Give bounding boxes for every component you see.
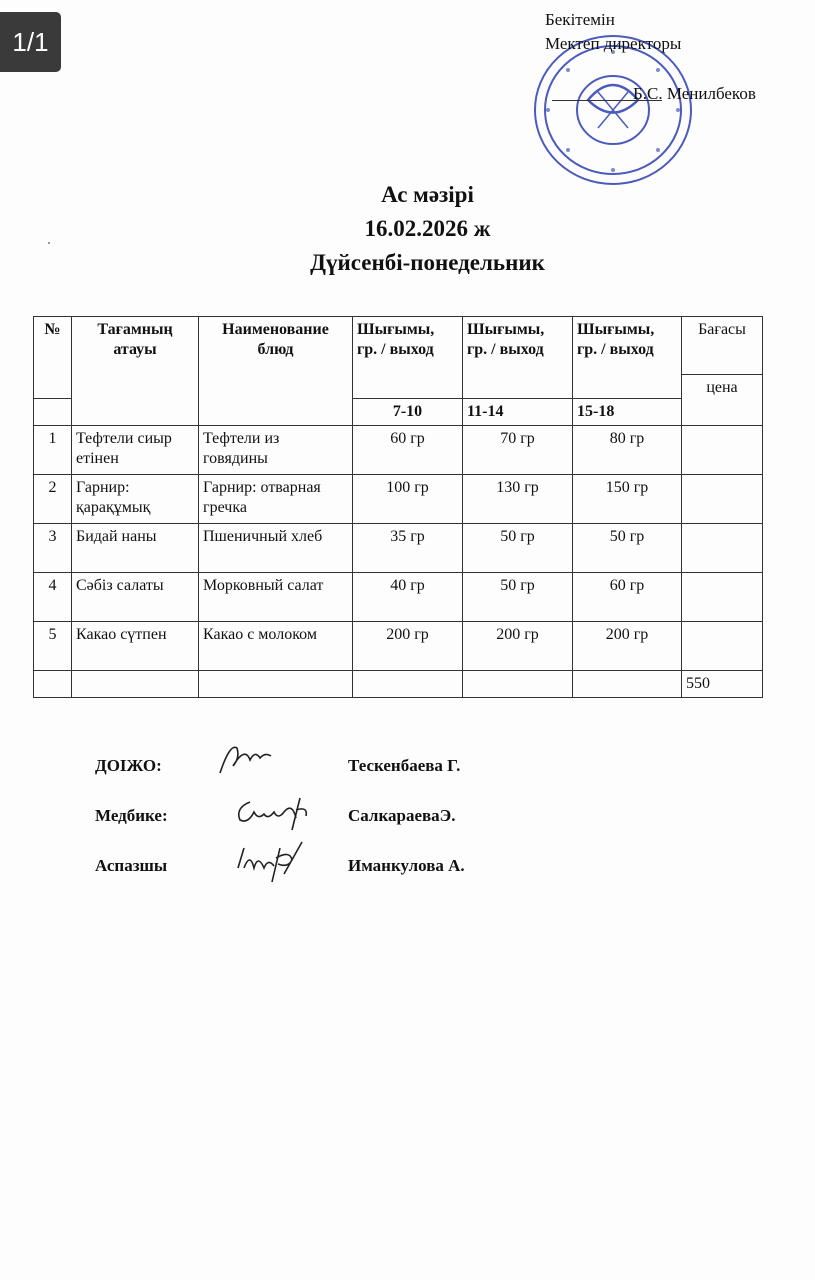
header-age-7-10: 7-10 [353, 399, 463, 426]
dish-name-kz: Бидай наны [72, 524, 199, 573]
yield-11-14: 50 гр [463, 573, 573, 622]
row-number: 3 [34, 524, 72, 573]
table-row [34, 426, 763, 475]
yield-15-18: 150 гр [573, 475, 682, 524]
dish-name-kz: Гарнир: қарақұмық [72, 475, 199, 524]
director-signature-line [552, 100, 662, 101]
table-row [34, 524, 763, 573]
yield-7-10: 200 гр [353, 622, 463, 671]
approval-block [545, 8, 756, 103]
page-counter: 1/1 [0, 12, 61, 72]
price-cell [682, 475, 763, 524]
signature-scribble-3 [232, 838, 312, 886]
row-number: 1 [34, 426, 72, 475]
menu-table [33, 316, 763, 698]
dish-name-ru: Какао с молоком [199, 622, 353, 671]
header-blank [34, 399, 72, 426]
price-cell [682, 426, 763, 475]
yield-11-14: 200 гр [463, 622, 573, 671]
title-line-menu: Ас мәзірі [381, 182, 474, 207]
yield-15-18: 50 гр [573, 524, 682, 573]
header-price-kz: Бағасы [682, 317, 763, 375]
dish-name-ru: Гарнир: отварная гречка [199, 475, 353, 524]
header-number: № [34, 317, 72, 399]
signature-scribble-2 [230, 790, 320, 832]
header-name-ru: Наименование блюд [199, 317, 353, 426]
signature-name-2: СалкараеваЭ. [348, 806, 456, 825]
header-yield-7-10: Шығымы, гр. / выход [353, 317, 463, 399]
yield-7-10: 35 гр [353, 524, 463, 573]
header-yield-15-18: Шығымы, гр. / выход [573, 317, 682, 399]
table-row [34, 573, 763, 622]
row-number: 4 [34, 573, 72, 622]
yield-15-18: 60 гр [573, 573, 682, 622]
header-yield-11-14: Шығымы, гр. / выход [463, 317, 573, 399]
row-number: 5 [34, 622, 72, 671]
price-cell [682, 622, 763, 671]
yield-11-14: 50 гр [463, 524, 573, 573]
signature-name-1: Тескенбаева Г. [348, 756, 461, 775]
dish-name-ru: Пшеничный хлеб [199, 524, 353, 573]
yield-11-14: 130 гр [463, 475, 573, 524]
document-title [0, 178, 815, 280]
price-cell [682, 573, 763, 622]
yield-7-10: 60 гр [353, 426, 463, 475]
row-number: 2 [34, 475, 72, 524]
yield-7-10: 40 гр [353, 573, 463, 622]
dish-name-kz: Какао сүтпен [72, 622, 199, 671]
yield-15-18: 80 гр [573, 426, 682, 475]
dish-name-ru: Морковный салат [199, 573, 353, 622]
title-line-day: Дүйсенбі-понедельник [310, 250, 545, 275]
header-name-kz: Тағамның атауы [72, 317, 199, 426]
signature-role-1: ДОІЖО: [95, 756, 162, 775]
dish-name-kz: Сәбіз салаты [72, 573, 199, 622]
yield-15-18: 200 гр [573, 622, 682, 671]
header-price-ru: цена [682, 375, 763, 426]
signature-role-2: Медбике: [95, 806, 168, 825]
signature-name-3: Иманкулова А. [348, 856, 465, 875]
signature-scribble-1 [215, 738, 275, 778]
header-age-11-14: 11-14 [463, 399, 573, 426]
approval-position: Мектеп директоры [545, 34, 682, 53]
dish-name-kz: Тефтели сиыр етінен [72, 426, 199, 475]
header-age-15-18: 15-18 [573, 399, 682, 426]
yield-11-14: 70 гр [463, 426, 573, 475]
total-row [34, 671, 763, 698]
signature-role-3: Аспазшы [95, 856, 168, 875]
dish-name-ru: Тефтели из говядины [199, 426, 353, 475]
price-cell [682, 524, 763, 573]
table-row [34, 622, 763, 671]
approval-heading: Бекітемін [545, 10, 615, 29]
table-row [34, 475, 763, 524]
title-line-date: 16.02.2026 ж [364, 216, 491, 241]
director-name: Б.С. Менилбеков [633, 84, 756, 103]
total-price: 550 [682, 671, 763, 698]
yield-7-10: 100 гр [353, 475, 463, 524]
